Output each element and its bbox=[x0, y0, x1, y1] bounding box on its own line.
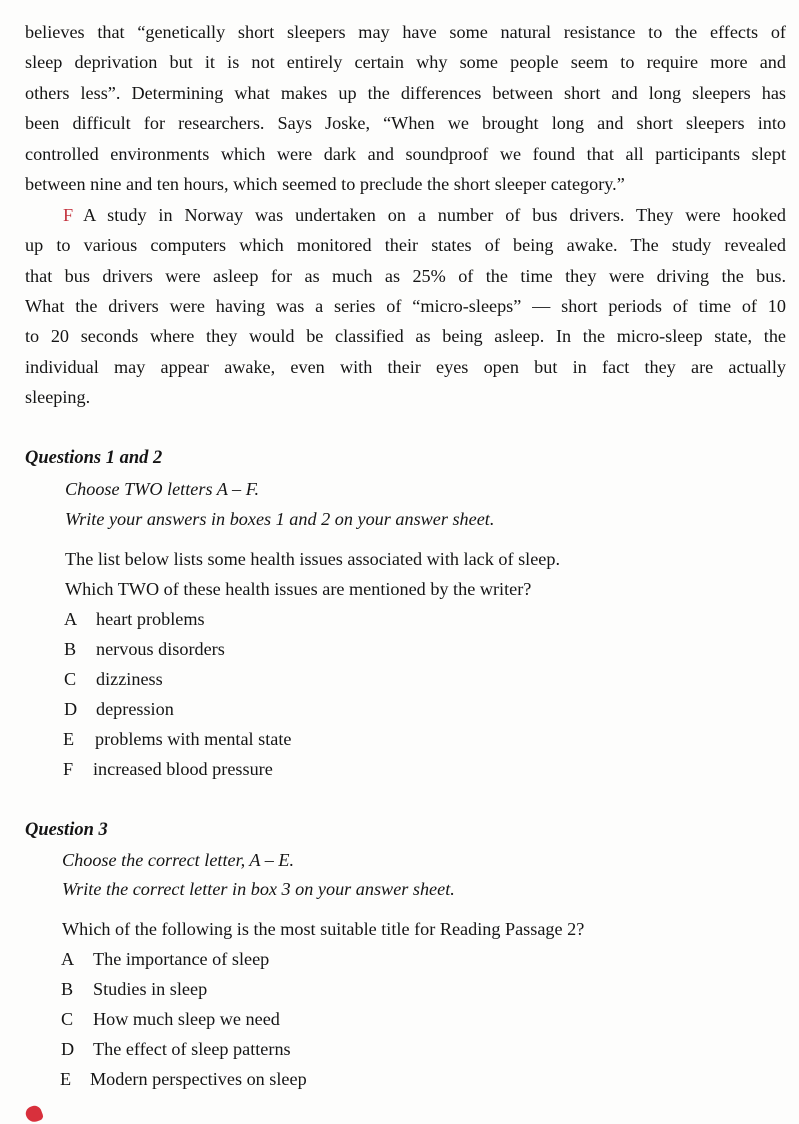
section-heading-questions-1-2: Questions 1 and 2 bbox=[25, 448, 163, 468]
passage-line: between nine and ten hours, which seemed to preclude the short sleeper category.” bbox=[25, 174, 625, 194]
paragraph-f-first-line: F A study in Norway was undertaken on a number of bus drivers. They were hooked bbox=[63, 205, 786, 225]
option-d: D depression bbox=[64, 699, 174, 719]
option-e: E Modern perspectives on sleep bbox=[60, 1069, 307, 1089]
question-prompt: The list below lists some health issues associated with lack of sleep. bbox=[65, 549, 561, 569]
paragraph-letter-f: F bbox=[63, 205, 74, 225]
option-c: C dizziness bbox=[64, 669, 163, 689]
option-e: E problems with mental state bbox=[63, 729, 292, 749]
question-prompt: Which of the following is the most suitable title for Reading Passage 2? bbox=[62, 919, 585, 939]
option-b: B Studies in sleep bbox=[61, 979, 208, 999]
passage-line: individual may appear awake, even with their eyes open but in fact they are actually bbox=[25, 357, 786, 377]
option-f: F increased blood pressure bbox=[63, 759, 273, 779]
option-d: D The effect of sleep patterns bbox=[61, 1039, 291, 1059]
passage-line: believes that “genetically short sleepers may have some natural resistance to the effects of bbox=[25, 22, 786, 42]
red-ink-mark bbox=[24, 1104, 45, 1124]
option-a: A The importance of sleep bbox=[61, 949, 270, 969]
passage-line: that bus drivers were asleep for as much as 25% of the time they were driving the bus. bbox=[25, 266, 786, 286]
passage-line: been difficult for researchers. Says Joske, “When we brought long and short sleepers into bbox=[25, 113, 786, 133]
instruction: Write your answers in boxes 1 and 2 on your answer sheet. bbox=[65, 509, 495, 529]
passage-line: to 20 seconds where they would be classified as being asleep. In the micro-sleep state, the bbox=[25, 326, 786, 346]
instruction: Choose TWO letters A – F. bbox=[65, 479, 260, 499]
instruction: Choose the correct letter, A – E. bbox=[62, 850, 295, 870]
passage-line: controlled environments which were dark and soundproof we found that all participants slept bbox=[25, 144, 786, 164]
question-prompt: Which TWO of these health issues are mentioned by the writer? bbox=[65, 579, 532, 599]
option-a: A heart problems bbox=[64, 609, 205, 629]
instruction: Write the correct letter in box 3 on your answer sheet. bbox=[62, 879, 455, 899]
passage-line: others less”. Determining what makes up the differences between short and long sleepers has bbox=[25, 83, 786, 103]
option-c: C How much sleep we need bbox=[61, 1009, 280, 1029]
passage-line: up to various computers which monitored their states of being awake. The study revealed bbox=[25, 235, 786, 255]
passage-line: sleeping. bbox=[25, 387, 91, 407]
section-heading-question-3: Question 3 bbox=[25, 820, 108, 840]
passage-line: sleep deprivation but it is not entirely certain why some people seem to require more and bbox=[25, 52, 786, 72]
passage-line: What the drivers were having was a series of “micro-sleeps” — short periods of time of 10 bbox=[25, 296, 786, 316]
option-b: B nervous disorders bbox=[64, 639, 225, 659]
